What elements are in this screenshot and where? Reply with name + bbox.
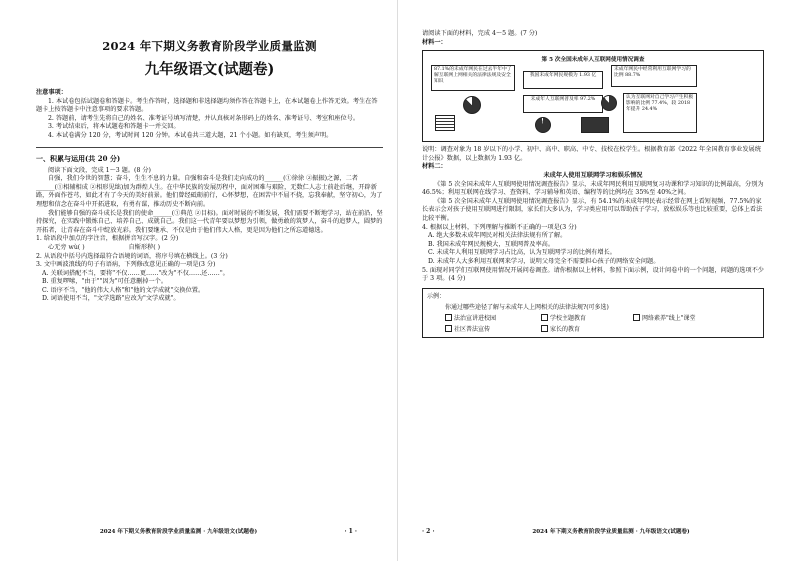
notice-item: 1. 本试卷包括试题卷和答题卡。考生作答时，选择题和非选择题均须作答在答题卡上，在本试题卷上作答无效。考生在答题卡上按答题卡中注意事项的要求答题。: [36, 97, 378, 114]
example-option: [541, 313, 586, 322]
right-page: [397, 0, 794, 561]
passage-paragraph: 我们能够自强的奋斗成长是我们的使命______(①典范 ②目标)。面对时展的不断发展，我们需要不断地学习，站在前沿，坚持探究，在实践中锻炼自己、培养自己、成就自己。我们这一代青年要以梦想为引领，做勇敢的筑梦人，奋斗的追梦人，圆梦的开拓者，让青春在奋斗中绽放光彩。我们要继承、不仅是由于他们伟大人格，更是因为他们之所忘道德选。: [36, 209, 383, 234]
question-1-blank-b: 自惭形秽( ): [128, 243, 161, 251]
option-b: B. 重复啰嗦，"由于""因为"可任意删掉一个。: [42, 278, 168, 286]
question-3: 3. 文中画波浪线的句子有语病，下列修改意见正确的一项是(3 分): [36, 261, 216, 269]
checkbox-icon: [445, 314, 452, 321]
example-question: 你通过哪些途径了解与未成年人上网相关的法律法规?(可多选): [445, 303, 609, 311]
books-icon: [435, 115, 455, 131]
checkbox-icon: [541, 325, 548, 332]
survey-infographic: [422, 50, 764, 142]
example-option-label: 学校主题教育: [550, 314, 587, 322]
checkbox-icon: [445, 325, 452, 332]
checkbox-icon: [633, 314, 640, 321]
page-footer: 2024 年下期义务教育阶段学业质量监测 · 九年级语文(试题卷): [532, 529, 690, 535]
stat-box: 87.1%的未成年网民在过去半年中了解互联网上网相关的法律法规及安全知识: [431, 65, 515, 91]
chart-note: 说明：调查对象为 18 岁以下的小学、初中、高中、职高、中专、技校在校学生。根据教育部《2022 年全国教育事业发展统计公报》数据，以上数据为 1.93 亿。: [422, 146, 761, 162]
page-number: · 1 ·: [344, 528, 357, 535]
checkbox-icon: [541, 314, 548, 321]
material-2-paragraph: 《第 5 次全国未成年人互联网使用情况调查报告》显示，未成年网民利用互联网复习功课和学习知识的比例最高，分别为 46.5%；利用互联网在线学习、查资料、学习辅导和英语、编程等的比例均在 35%至 40%之间。: [422, 180, 764, 197]
material-intro: 请阅读下面的材料，完成 4～5 题。(7 分): [422, 30, 538, 37]
notice-item: 2. 答题前，请考生先将自己的姓名、准考证号填写清楚，并认真核对条形码上的姓名、准考证号、考室和座位号。: [48, 114, 360, 122]
example-option: [633, 313, 696, 322]
material-2-paragraph: 《第 5 次全国未成年人互联网使用情况调查报告》显示，有 54.1%的未成年网民表示经常在网上看短视频，77.5%的家长表示会对孩子使用互联网进行限制，家长们大多认为，学习类应用可以帮助孩子学习，放松娱乐等也比较重要，总体上看法比较平衡。: [422, 197, 763, 222]
notice-item: 3. 考试结束后，将本试题卷和答题卡一并交回。: [48, 123, 180, 131]
divider: [36, 147, 383, 148]
laptop-icon: [581, 117, 609, 133]
page-number: · 2 ·: [422, 528, 435, 535]
section-heading: 一、积累与运用(共 20 分): [36, 153, 121, 163]
example-option: [541, 324, 580, 333]
question-2: 2. 从语段中括号内选择最符合语境的词语，将序号填在横线上。(3 分): [36, 252, 228, 260]
material-2-title: 未成年人使用互联网学习和娱乐情况: [543, 171, 643, 179]
example-option: [445, 313, 496, 322]
passage-intro: 阅读下面文段，完成 1～3 题。(8 分): [48, 166, 151, 174]
stat-box: 未成年人互联网普及率 97.2%: [523, 95, 603, 113]
pie-chart-icon: [535, 117, 551, 133]
stat-box: 未成年网民中经常利用互联网学习的比例 88.7%: [611, 65, 697, 87]
pie-chart-icon: [601, 95, 617, 111]
question-4: 4. 根据以上材料，下列理解与推断不正确的一项是(3 分): [422, 223, 577, 231]
exam-title: 2024 年下期义务教育阶段学业质量监测: [102, 39, 317, 53]
notice-item: 4. 本试卷满分 120 分，考试时间 120 分钟。本试卷共三道大题，21 个小题。如有缺页，考生须声明。: [48, 131, 333, 139]
option-b: B. 我国未成年网民规模大，互联网普及率高。: [428, 240, 555, 248]
material-2-label: 材料二：: [422, 163, 447, 171]
passage-paragraph: 自强，我们今世的智慧；奋斗，生生不息的力量。自强和奋斗是我们走向成功的______(①徐徐 ②振振)之源，二者______(①相辅相成 ②相形见绌)加为群煌人生。在中华民族的发展历程中，面对困难与艰险，无数仁人志士前赴后继，开辟新路，外面作苍芎，如此才有了今天的美好前景。他们曾经砥砺前行，心怀梦想，在困苦中不屈不挠，忘我奉献，坚守初心，为了理想和信念在奋斗中开拓进取，有勇有谋，推动历史不断向前。: [36, 175, 383, 208]
page-footer: 2024 年下期义务教育阶段学业质量监测 · 九年级语文(试题卷): [99, 529, 258, 535]
option-c: C. 语序不当，"他的伟大人格"和"他的文学成就"交换位置。: [42, 286, 205, 294]
option-c: C. 未成年人利用互联网学习占比高，认为互联网学习的比例有增长。: [428, 249, 616, 257]
question-1-blank-a: 心无旁 wù( ): [48, 243, 85, 251]
question-5: 5. 面现对同学们互联网使用情况开展问卷调查。请你根据以上材料，参照下面示例，设计问卷中的一个问题，问题的选项不少于 3 项。(4 分): [422, 266, 764, 283]
example-option-label: 网络素养"线上"课堂: [642, 314, 696, 322]
infographic-title: 第 5 次全国未成年人互联网使用情况调查: [541, 57, 645, 64]
example-option-label: 法治宣讲进校园: [454, 314, 497, 322]
notice-heading: 注意事项：: [36, 89, 67, 96]
option-d: D. 未成年人大多利用互联网来学习，说明父母完全不需要担心孩子的网络安全问题。: [428, 257, 660, 265]
example-box: [422, 288, 764, 338]
option-a: A. 关联词搭配不当，要将"不仅……更……"改为"不仅……还……"。: [42, 269, 229, 277]
example-option-label: 家长的教育: [550, 325, 581, 333]
example-option: [445, 324, 490, 333]
stat-box: 认为互联网对自己学习产生积极影响的比例 77.4%，较 2018 年提升 24.4%: [623, 93, 697, 133]
example-label: 示例：: [427, 292, 446, 300]
example-option-label: 社区普法宣传: [454, 325, 491, 333]
pie-chart-icon: [463, 96, 481, 114]
exam-subtitle: 九年级语文(试题卷): [144, 61, 275, 78]
question-1: 1. 给语段中加点的字注音，根据拼音写汉字。(2 分): [36, 235, 179, 243]
stat-box: 我国未成年网民规模为 1.93 亿: [523, 71, 603, 89]
option-d: D. 词语使用不当，"文学选路"应改为"文学成就"。: [42, 295, 180, 303]
option-a: A. 绝大多数未成年网民对相关法律法规有所了解。: [428, 232, 567, 240]
material-1-label: 材料一：: [422, 38, 447, 46]
